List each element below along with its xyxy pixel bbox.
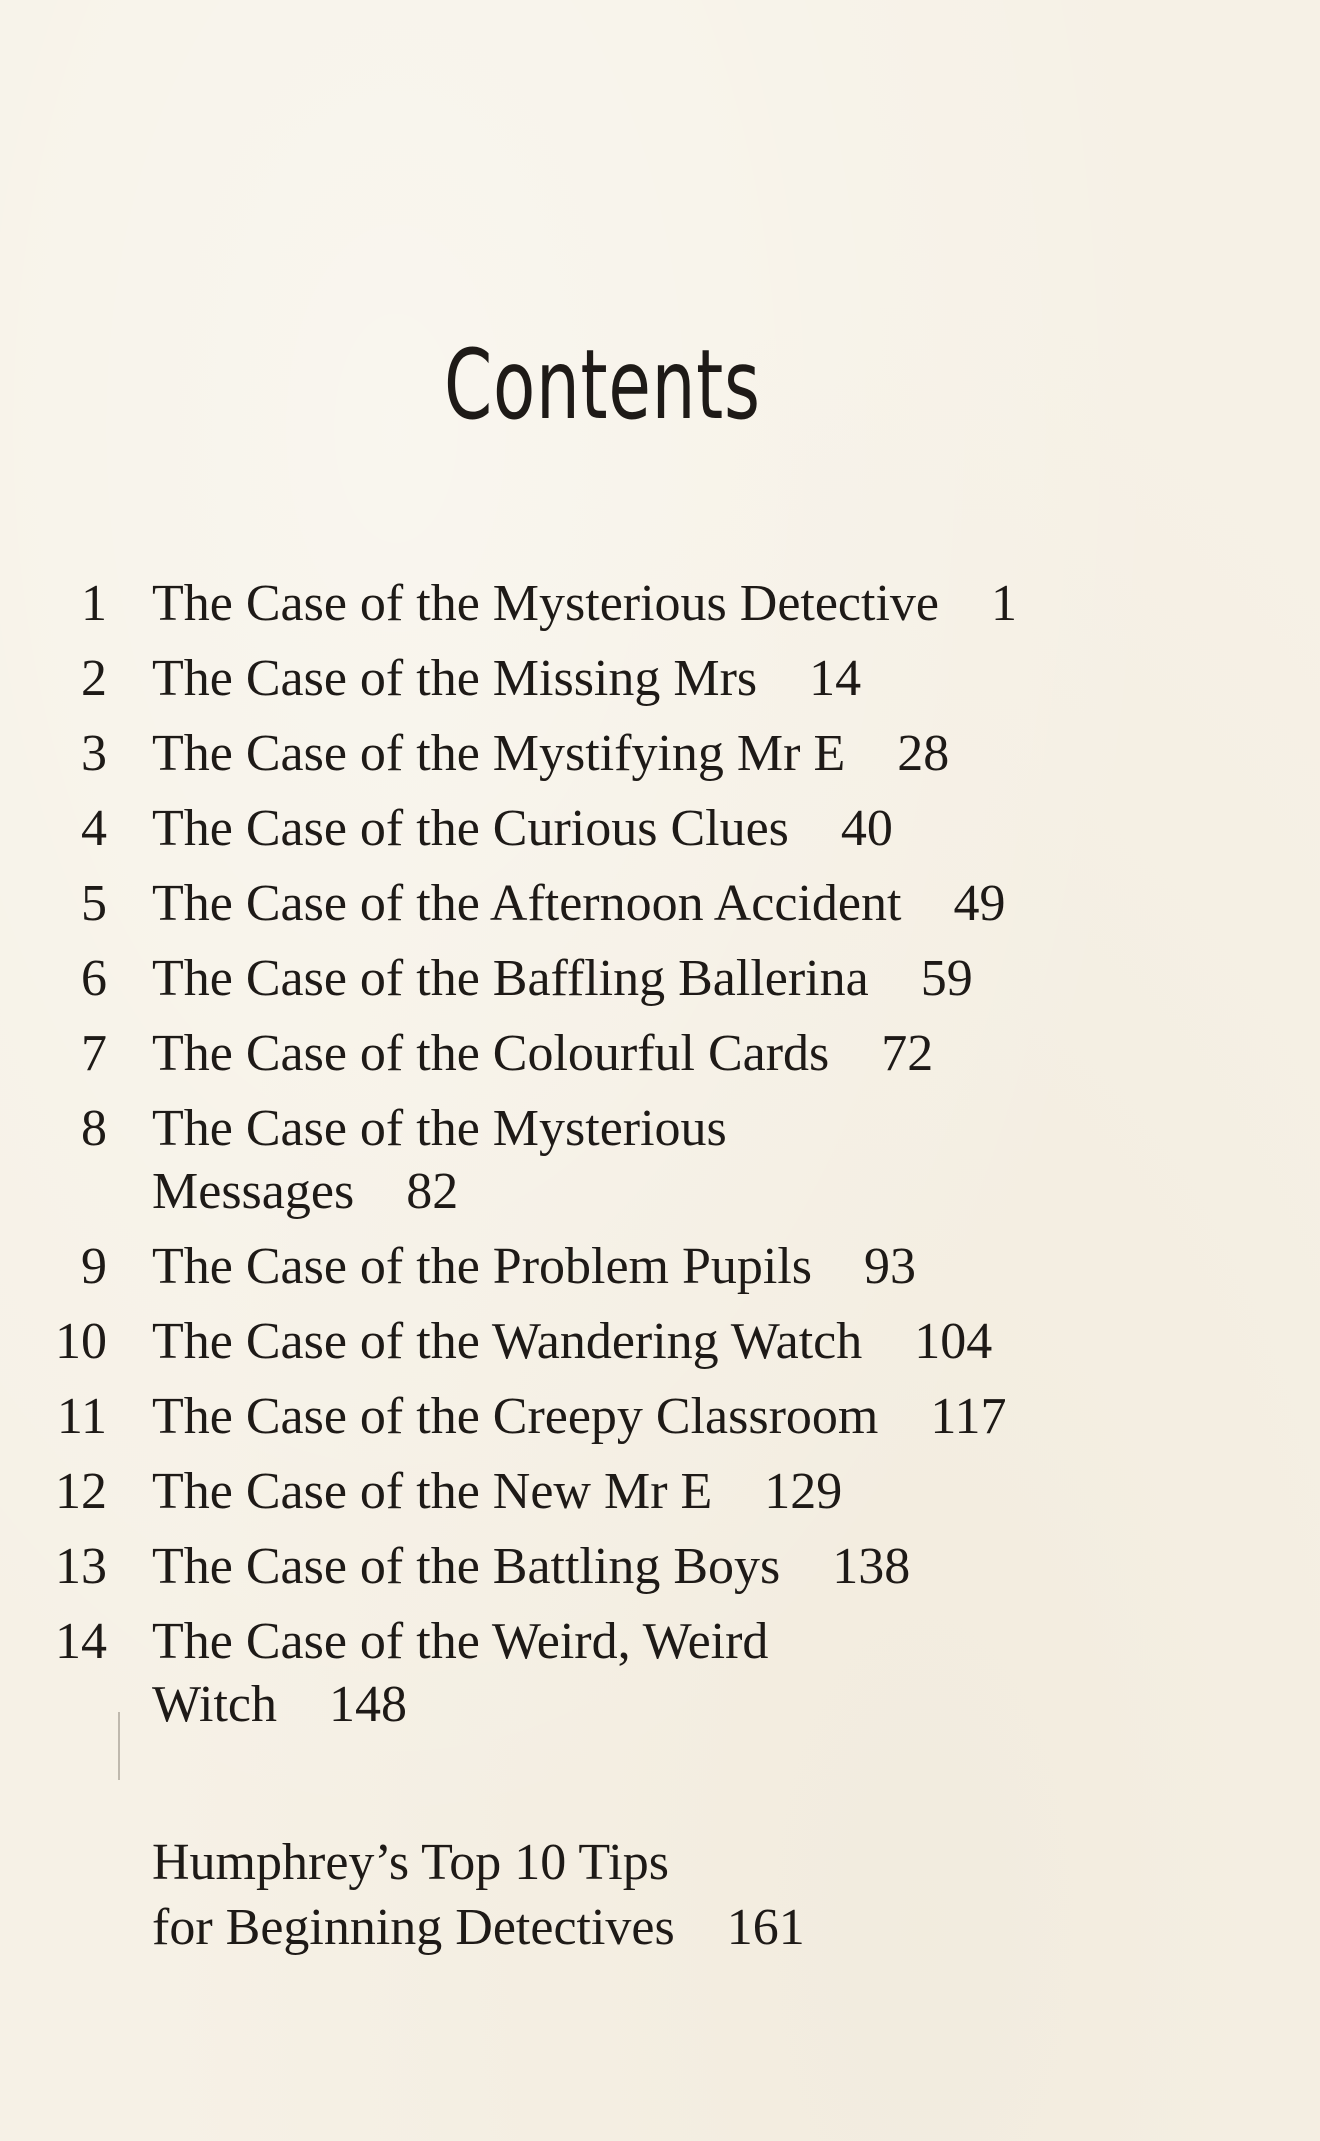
toc-entry (0, 647, 1320, 710)
toc-entry (0, 797, 1320, 860)
chapter-title: The Case of the Problem Pupils (152, 1238, 813, 1295)
chapter-page: 148 (328, 1676, 407, 1733)
toc-entry (0, 947, 1320, 1010)
chapter-title: The Case of the Missing Mrs (152, 650, 758, 707)
toc-entry (0, 1097, 1320, 1223)
appendix-entry (152, 1830, 805, 1960)
chapter-title: The Case of the Battling Boys (152, 1538, 781, 1595)
chapter-page: 93 (864, 1238, 917, 1295)
chapter-page: 138 (832, 1538, 911, 1595)
chapter-number: 11 (56, 1388, 107, 1445)
chapter-title: The Case of the Weird, Weird Witch (152, 1613, 781, 1733)
toc-entry (0, 1310, 1320, 1373)
chapter-page: 72 (881, 1025, 934, 1082)
chapter-number: 7 (81, 1025, 107, 1082)
chapter-page: 49 (953, 875, 1006, 932)
chapter-title: The Case of the Afternoon Accident (152, 875, 902, 932)
chapter-title: The Case of the Creepy Classroom (152, 1388, 879, 1445)
chapter-title: The Case of the Curious Clues (152, 800, 789, 857)
chapter-number: 12 (55, 1463, 107, 1520)
chapter-title: The Case of the Mysterious Detective (152, 575, 939, 632)
chapter-number: 13 (55, 1538, 107, 1595)
chapter-number: 10 (55, 1313, 107, 1370)
chapter-title: The Case of the Mystifying Mr E (152, 725, 846, 782)
toc-entry (0, 1022, 1320, 1085)
chapter-page: 28 (897, 725, 950, 782)
toc-entry (0, 572, 1320, 635)
toc-entry (0, 1610, 1320, 1736)
chapter-title: The Case of the New Mr E (152, 1463, 713, 1520)
chapter-page: 14 (809, 650, 862, 707)
chapter-number: 14 (55, 1613, 107, 1670)
chapter-number: 8 (81, 1100, 107, 1157)
print-mark (118, 1712, 120, 1780)
chapter-page: 82 (406, 1163, 459, 1220)
chapter-title: The Case of the Mysterious Messages (152, 1100, 740, 1220)
chapter-title: The Case of the Baffling Ballerina (152, 950, 869, 1007)
appendix-title-line-2: for Beginning Detectives (152, 1899, 675, 1956)
chapter-number: 3 (81, 725, 107, 782)
chapter-page: 1 (990, 575, 1017, 632)
table-of-contents (0, 572, 1320, 1748)
toc-entry (0, 1535, 1320, 1598)
page-title: Contents (444, 329, 761, 441)
chapter-page: 59 (920, 950, 973, 1007)
chapter-page: 40 (840, 800, 893, 857)
chapter-number: 6 (81, 950, 107, 1007)
chapter-title: The Case of the Colourful Cards (152, 1025, 830, 1082)
appendix-page: 161 (726, 1899, 805, 1956)
chapter-page: 104 (914, 1313, 993, 1370)
chapter-number: 9 (81, 1238, 107, 1295)
toc-entry (0, 722, 1320, 785)
chapter-page: 129 (764, 1463, 843, 1520)
toc-entry (0, 1235, 1320, 1298)
chapter-number: 2 (81, 650, 107, 707)
toc-entry (0, 1460, 1320, 1523)
toc-entry (0, 1385, 1320, 1448)
chapter-number: 1 (81, 575, 107, 632)
chapter-title: The Case of the Wandering Watch (152, 1313, 863, 1370)
appendix-title-line-1: Humphrey’s Top 10 Tips (152, 1834, 669, 1891)
chapter-page: 117 (930, 1388, 1007, 1445)
toc-entry (0, 872, 1320, 935)
chapter-number: 4 (81, 800, 107, 857)
chapter-number: 5 (81, 875, 107, 932)
